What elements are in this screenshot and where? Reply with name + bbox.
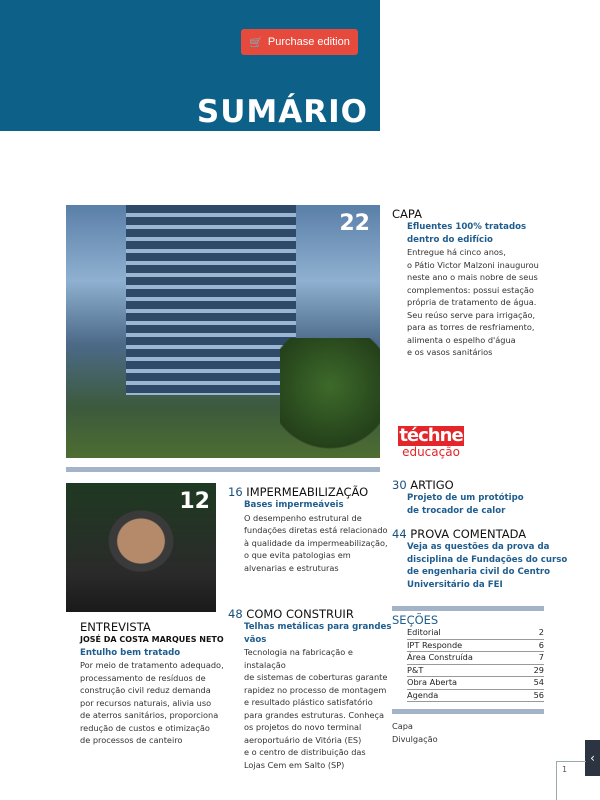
credits — [392, 720, 438, 745]
text-line: Universitário da FEI — [407, 579, 503, 590]
text-line: à qualidade da impermeabilização, — [244, 537, 388, 548]
logo-line1: téchne — [399, 425, 463, 446]
secao-label: Obra Aberta — [407, 677, 458, 687]
text-line: Veja as questões da prova da — [407, 542, 550, 552]
text-line: e os vasos sanitários — [407, 347, 493, 357]
secao-page: 6 — [538, 639, 544, 650]
secao-label: Agenda — [407, 689, 439, 700]
text-line: de engenharia civil do Centro — [407, 567, 550, 577]
text-line: complementos: possui estação — [407, 284, 534, 295]
secoes-list — [392, 613, 544, 702]
interviewee-name: JOSÉ DA COSTA MARQUES NETO — [80, 635, 224, 644]
text-line: o Pátio Victor Malzoni inaugurou — [407, 259, 539, 270]
secoes-heading: SEÇÕES — [392, 613, 439, 627]
cover-photo-building[interactable] — [66, 205, 380, 458]
text-line: por recursos naturais, alivia uso — [80, 697, 212, 708]
artigo-subtitle — [407, 492, 592, 517]
como-construir-text — [244, 646, 393, 771]
logo-line2: educação — [402, 445, 460, 459]
text-line: O desempenho estrutural de — [244, 512, 362, 523]
text-line: própria de tratamento de água. — [407, 297, 537, 307]
page-number-label: 1 — [562, 765, 568, 774]
como-construir-entry[interactable] — [228, 607, 393, 771]
text-line: e resultado plástico satisfatório — [244, 697, 373, 707]
divider — [66, 467, 380, 472]
secao-page: 56 — [533, 689, 544, 700]
credit-line: Capa — [392, 721, 413, 731]
divider — [392, 709, 544, 714]
text-line: fundações diretas está relacionado — [244, 525, 388, 535]
text-line: aeroportuário de Vitória (ES) — [244, 734, 362, 745]
secao-page: 7 — [538, 652, 544, 662]
secao-label: Área Construída — [407, 652, 473, 662]
text-line: Tecnologia na fabricação e instalação — [244, 647, 353, 670]
text-line: neste ano o mais nobre de seus — [407, 272, 538, 282]
divider — [392, 606, 544, 611]
text-line: alimenta o espelho d'água — [407, 334, 516, 345]
secao-item[interactable] — [407, 627, 544, 640]
prova-comentada-entry[interactable] — [392, 527, 597, 591]
artigo-entry[interactable] — [392, 478, 592, 517]
secao-item[interactable] — [407, 690, 544, 703]
text-line: de processos de canteiro — [80, 735, 183, 745]
secao-item[interactable] — [407, 677, 544, 690]
secao-item[interactable] — [407, 665, 544, 678]
text-line: de sistemas de coberturas garante — [244, 672, 388, 682]
subtitle: Telhas metálicas para grandes vãos — [244, 622, 392, 645]
heading: ARTIGO — [410, 478, 454, 492]
text-line: construção civil reduz demanda — [80, 685, 211, 695]
heading: COMO CONSTRUIR — [246, 607, 354, 621]
capa-entry[interactable] — [392, 207, 592, 359]
secao-label: P&T — [407, 664, 424, 675]
interview-photo[interactable] — [66, 483, 216, 612]
capa-text — [407, 246, 592, 359]
text-line: Lojas Cem em Salto (SP) — [244, 759, 345, 770]
entrevista-entry[interactable] — [80, 620, 240, 747]
prova-subtitle — [407, 541, 597, 591]
text-line: os projetos do novo terminal — [244, 722, 362, 732]
text-line: para grandes estruturas. Conheça — [244, 709, 385, 720]
text-line: Projeto de um protótipo — [407, 493, 524, 503]
prev-page-button[interactable] — [585, 740, 600, 776]
secao-page: 54 — [533, 677, 544, 687]
cart-icon: 🛒 — [249, 36, 263, 49]
text-line: de aterros sanitários, proporciona — [80, 710, 219, 720]
subtitle: Entulho bem tratado — [80, 647, 181, 658]
page-number: 16 — [228, 485, 243, 499]
subtitle: Efluentes 100% tratados — [407, 222, 527, 232]
secao-page: 29 — [533, 664, 544, 675]
purchase-edition-button[interactable]: 🛒 Purchase edition — [241, 29, 358, 55]
subtitle: Bases impermeáveis — [244, 500, 344, 510]
entrevista-text — [80, 659, 240, 747]
text-line: para as torres de resfriamento, — [407, 322, 535, 332]
secao-page: 2 — [538, 627, 544, 637]
text-line: disciplina de Fundações do curso — [407, 554, 568, 565]
secao-label: Editorial — [407, 627, 441, 637]
page-number: 48 — [228, 607, 243, 621]
text-line: rapidez no processo de montagem — [244, 684, 387, 695]
page-number: 44 — [392, 527, 407, 541]
page-number: 30 — [392, 478, 407, 492]
text-line: o que evita patologias em — [244, 550, 351, 560]
secao-item[interactable] — [407, 652, 544, 665]
secao-label: IPT Responde — [407, 639, 463, 650]
text-line: processamento de resíduos de — [80, 672, 206, 683]
page-thumbnail[interactable] — [556, 761, 586, 800]
entrevista-heading: ENTREVISTA — [80, 620, 151, 634]
heading: PROVA COMENTADA — [410, 527, 527, 541]
chevron-left-icon: ‹ — [590, 751, 595, 765]
subtitle: dentro do edifício — [407, 234, 493, 245]
text-line: redução de custos e otimização — [80, 722, 210, 733]
impermeabilizacao-entry[interactable] — [228, 485, 388, 574]
credit-line: Divulgação — [392, 733, 438, 744]
page-number-badge: 22 — [339, 211, 370, 236]
heading: IMPERMEABILIZAÇÃO — [246, 485, 369, 499]
secao-item[interactable] — [407, 640, 544, 653]
text-line: de trocador de calor — [407, 505, 506, 516]
header-banner — [0, 0, 380, 131]
text-line: Seu reúso serve para irrigação, — [407, 309, 536, 320]
text-line: Entregue há cinco anos, — [407, 247, 506, 257]
techne-educacao-logo — [398, 426, 464, 458]
impermeabilizacao-text — [244, 512, 388, 575]
text-line: alvenarias e estruturas — [244, 562, 339, 573]
text-line: e o centro de distribuição das — [244, 747, 366, 757]
text-line: Por meio de tratamento adequado, — [80, 660, 224, 670]
page-number-badge: 12 — [179, 489, 210, 514]
capa-heading: CAPA — [392, 207, 422, 221]
page-title: SUMÁRIO — [196, 94, 368, 130]
